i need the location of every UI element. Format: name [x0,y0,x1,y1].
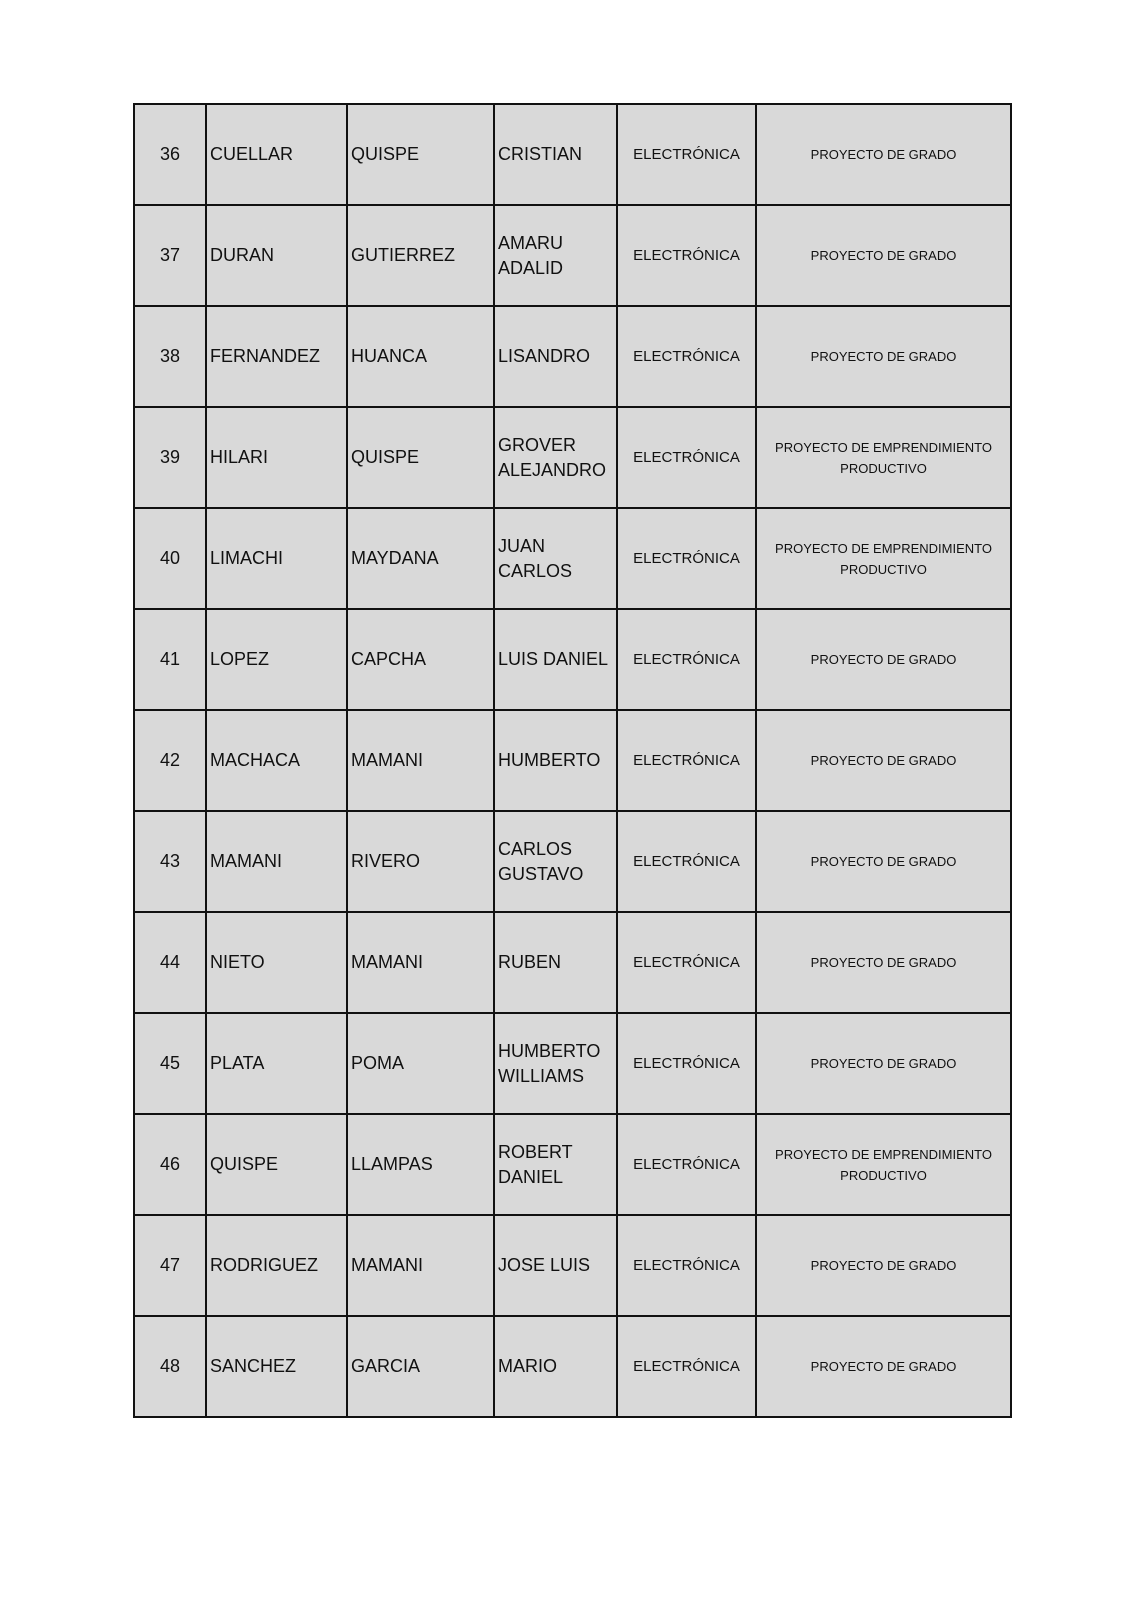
graduation-modality: PROYECTO DE GRADO [756,811,1011,912]
table-row [134,912,1011,1013]
paternal-surname: QUISPE [206,1114,347,1215]
maternal-surname: HUANCA [347,306,494,407]
graduation-modality: PROYECTO DE GRADO [756,912,1011,1013]
paternal-surname: RODRIGUEZ [206,1215,347,1316]
career: ELECTRÓNICA [617,609,756,710]
given-names: ROBERT DANIEL [494,1114,617,1215]
paternal-surname: MAMANI [206,811,347,912]
given-names: LUIS DANIEL [494,609,617,710]
maternal-surname: MAMANI [347,710,494,811]
table-row [134,609,1011,710]
maternal-surname: QUISPE [347,407,494,508]
row-number: 41 [134,609,206,710]
graduation-modality: PROYECTO DE GRADO [756,104,1011,205]
maternal-surname: MAMANI [347,1215,494,1316]
career: ELECTRÓNICA [617,1316,756,1417]
given-names: CARLOS GUSTAVO [494,811,617,912]
career: ELECTRÓNICA [617,811,756,912]
table-row [134,1215,1011,1316]
maternal-surname: MAMANI [347,912,494,1013]
given-names: GROVER ALEJANDRO [494,407,617,508]
career: ELECTRÓNICA [617,508,756,609]
table-row [134,205,1011,306]
table-row [134,1013,1011,1114]
career: ELECTRÓNICA [617,1114,756,1215]
given-names: CRISTIAN [494,104,617,205]
paternal-surname: LIMACHI [206,508,347,609]
maternal-surname: QUISPE [347,104,494,205]
table-body [134,104,1011,1417]
row-number: 45 [134,1013,206,1114]
paternal-surname: HILARI [206,407,347,508]
given-names: MARIO [494,1316,617,1417]
table-row [134,1114,1011,1215]
given-names: HUMBERTO WILLIAMS [494,1013,617,1114]
student-roster-table [133,103,1012,1418]
career: ELECTRÓNICA [617,710,756,811]
row-number: 47 [134,1215,206,1316]
row-number: 37 [134,205,206,306]
career: ELECTRÓNICA [617,1215,756,1316]
given-names: RUBEN [494,912,617,1013]
table-row [134,508,1011,609]
row-number: 46 [134,1114,206,1215]
career: ELECTRÓNICA [617,1013,756,1114]
table-row [134,811,1011,912]
graduation-modality: PROYECTO DE EMPRENDIMIENTO PRODUCTIVO [756,508,1011,609]
graduation-modality: PROYECTO DE GRADO [756,205,1011,306]
maternal-surname: RIVERO [347,811,494,912]
table-row [134,104,1011,205]
paternal-surname: FERNANDEZ [206,306,347,407]
table-row [134,407,1011,508]
given-names: AMARU ADALID [494,205,617,306]
career: ELECTRÓNICA [617,104,756,205]
maternal-surname: POMA [347,1013,494,1114]
given-names: JOSE LUIS [494,1215,617,1316]
row-number: 48 [134,1316,206,1417]
given-names: JUAN CARLOS [494,508,617,609]
maternal-surname: GUTIERREZ [347,205,494,306]
graduation-modality: PROYECTO DE GRADO [756,710,1011,811]
maternal-surname: LLAMPAS [347,1114,494,1215]
row-number: 44 [134,912,206,1013]
maternal-surname: GARCIA [347,1316,494,1417]
row-number: 39 [134,407,206,508]
table-row [134,710,1011,811]
paternal-surname: LOPEZ [206,609,347,710]
table-row [134,306,1011,407]
paternal-surname: CUELLAR [206,104,347,205]
table-row [134,1316,1011,1417]
paternal-surname: PLATA [206,1013,347,1114]
maternal-surname: MAYDANA [347,508,494,609]
career: ELECTRÓNICA [617,912,756,1013]
paternal-surname: NIETO [206,912,347,1013]
graduation-modality: PROYECTO DE EMPRENDIMIENTO PRODUCTIVO [756,407,1011,508]
career: ELECTRÓNICA [617,306,756,407]
graduation-modality: PROYECTO DE GRADO [756,1316,1011,1417]
maternal-surname: CAPCHA [347,609,494,710]
row-number: 42 [134,710,206,811]
paternal-surname: SANCHEZ [206,1316,347,1417]
paternal-surname: MACHACA [206,710,347,811]
graduation-modality: PROYECTO DE GRADO [756,306,1011,407]
graduation-modality: PROYECTO DE EMPRENDIMIENTO PRODUCTIVO [756,1114,1011,1215]
paternal-surname: DURAN [206,205,347,306]
row-number: 38 [134,306,206,407]
row-number: 36 [134,104,206,205]
row-number: 40 [134,508,206,609]
graduation-modality: PROYECTO DE GRADO [756,609,1011,710]
career: ELECTRÓNICA [617,407,756,508]
given-names: LISANDRO [494,306,617,407]
career: ELECTRÓNICA [617,205,756,306]
given-names: HUMBERTO [494,710,617,811]
graduation-modality: PROYECTO DE GRADO [756,1215,1011,1316]
row-number: 43 [134,811,206,912]
graduation-modality: PROYECTO DE GRADO [756,1013,1011,1114]
